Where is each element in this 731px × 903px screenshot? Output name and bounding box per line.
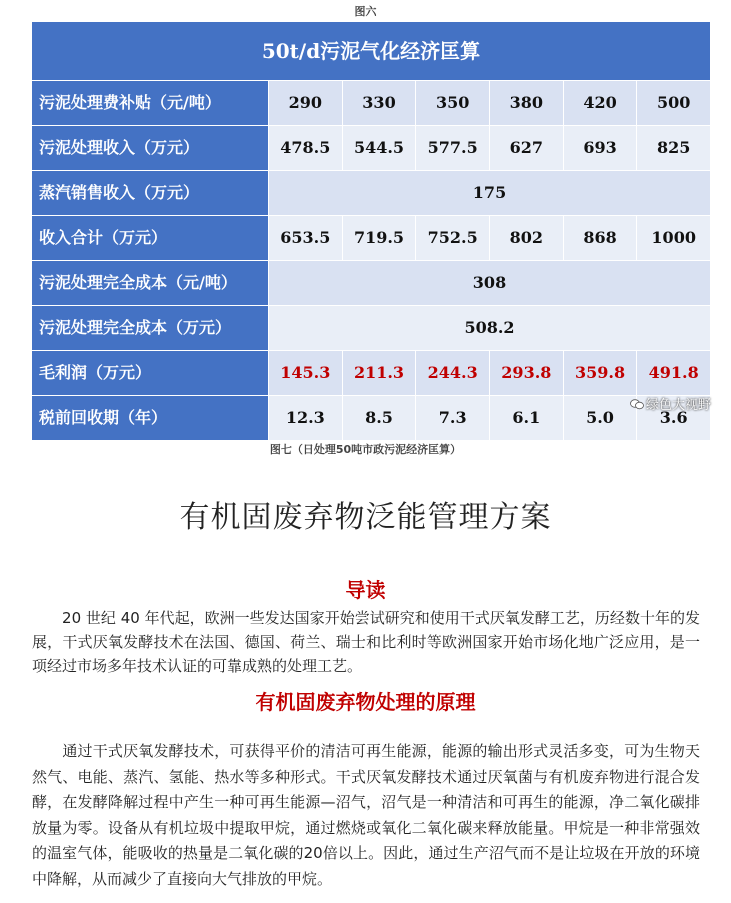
watermark: [630, 394, 711, 413]
profit-cell: 491.8: [636, 351, 710, 395]
table-cell: 544.5: [342, 126, 416, 170]
table-cell: 8.5: [342, 396, 416, 440]
table-cell: 420: [563, 81, 637, 125]
table-cell: 500: [636, 81, 710, 125]
table-cell: 627: [489, 126, 563, 170]
table-row: [32, 350, 710, 395]
table-cell-merged: 508.2: [464, 318, 515, 337]
row-label: 污泥处理费补贴（元/吨）: [32, 81, 269, 125]
table-row: [32, 395, 710, 440]
table-cell: 693: [563, 126, 637, 170]
table-row: [32, 80, 710, 125]
row-label: 污泥处理完全成本（万元）: [32, 306, 269, 350]
economics-table: [32, 22, 710, 440]
table-cell-merged: 175: [472, 183, 507, 202]
table-row: [32, 260, 710, 305]
table-cell: 752.5: [415, 216, 489, 260]
table-row: [32, 170, 710, 215]
profit-cell: 293.8: [489, 351, 563, 395]
intro-paragraph: [32, 606, 700, 678]
row-label: 污泥处理完全成本（元/吨）: [32, 261, 269, 305]
table-cell: 868: [563, 216, 637, 260]
profit-cell: 359.8: [563, 351, 637, 395]
table-cell: 350: [415, 81, 489, 125]
principle-paragraph: [32, 739, 700, 892]
section-title-intro: 导读: [345, 578, 386, 602]
intro-text: 20 世纪 40 年代起，欧洲一些发达国家开始尝试研究和使用干式厌氧发酵工艺，历经数十年的发展，干式厌氧发酵技术在法国、德国、荷兰、瑞士和比利时等欧洲国家开始市场化地广泛应用，是一项经过市场多年技术认证的可靠成熟的处理工艺。: [32, 609, 700, 675]
table-cell: 12.3: [285, 408, 325, 427]
table-cell: 653.5: [280, 228, 331, 247]
figure-caption: 图七（日处理50吨市政污泥经济匡算）: [269, 443, 462, 456]
row-label: 税前回收期（年）: [32, 396, 269, 440]
table-cell-merged: 308: [472, 273, 507, 292]
profit-cell: 211.3: [342, 351, 416, 395]
table-row: [32, 125, 710, 170]
table-cell: 1000: [636, 216, 710, 260]
figure-top-label: 图六: [354, 5, 377, 18]
table-cell: 6.1: [489, 396, 563, 440]
watermark-text: 绿色大视野: [645, 398, 711, 413]
article-title: 有机固废弃物泛能管理方案: [179, 500, 552, 535]
table-row: [32, 305, 710, 350]
profit-cell: 244.3: [415, 351, 489, 395]
profit-cell: 145.3: [280, 363, 331, 382]
table-cell: 802: [489, 216, 563, 260]
table-row: [32, 215, 710, 260]
row-label: 污泥处理收入（万元）: [32, 126, 269, 170]
table-cell: 330: [342, 81, 416, 125]
table-cell: 3.6: [636, 396, 710, 440]
row-label: 毛利润（万元）: [32, 351, 269, 395]
table-cell: 825: [636, 126, 710, 170]
table-cell: 290: [288, 93, 323, 112]
row-label: 蒸汽销售收入（万元）: [32, 171, 269, 215]
principle-text: 通过干式厌氧发酵技术，可获得平价的清洁可再生能源，能源的输出形式灵活多变，可为生物天然气、电能、蒸汽、氢能、热水等多种形式。干式厌氧发酵技术通过厌氧菌与有机废弃物进行混合发酵，在发酵降解过程中产生一种可再生能源—沼气，沼气是一种清洁和可再生的能源，净二氧化碳排放量为零。设备从有机垃圾中提取甲烷，通过燃烧或氧化二氧化碳来释放能量。甲烷是一种非常强效的温室气体，能吸收的热量是二氧化碳的20倍以上。因此，通过生产沼气而不是让垃圾在开放的环境中降解，从而减少了直接向大气排放的甲烷。: [32, 742, 700, 888]
section-title-principle: 有机固废弃物处理的原理: [255, 690, 476, 714]
table-cell: 478.5: [280, 138, 331, 157]
row-label: 收入合计（万元）: [32, 216, 269, 260]
table-cell: 7.3: [415, 396, 489, 440]
table-title: 50t/d污泥气化经济匡算: [32, 22, 710, 80]
table-cell: 380: [489, 81, 563, 125]
table-cell: 577.5: [415, 126, 489, 170]
table-cell: 719.5: [342, 216, 416, 260]
table-cell: 5.0: [563, 396, 637, 440]
wechat-icon: [630, 399, 644, 410]
